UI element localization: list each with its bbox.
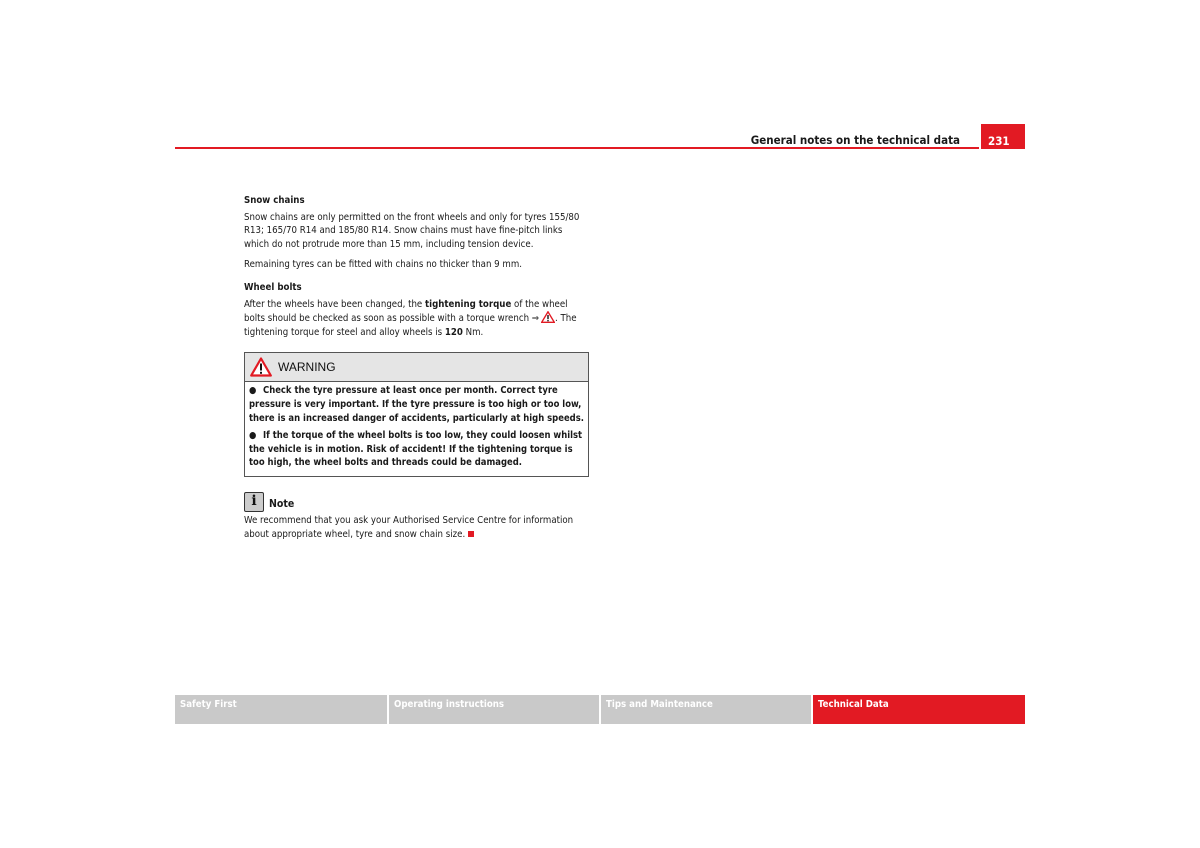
wheel-bolts-heading: Wheel bolts [244,281,302,293]
warning-body [245,382,588,476]
snow-chains-heading: Snow chains [244,195,305,206]
info-icon: i [244,492,264,512]
page-header-title: General notes on the technical data [750,133,960,147]
cross-reference-arrow: ⇒ [531,313,540,325]
note-header [244,492,589,512]
tab-tips-and-maintenance[interactable]: Tips and Maintenance [601,695,811,724]
note-text: We recommend that you ask your Authorised Service Centre for information about appropriate wheel, tyre and snow chain size. [244,514,574,540]
tab-operating-instructions[interactable]: Operating instructions [389,695,599,724]
warning-reference-icon[interactable] [541,311,555,323]
header-divider [175,147,979,149]
tab-technical-data[interactable]: Technical Data [813,695,1025,724]
tightening-torque-term: tightening torque [424,298,512,310]
note-title: Note [269,498,295,511]
page-number: 231 [981,124,1025,149]
warning-triangle-icon [250,357,272,377]
footer-navigation [175,695,1025,724]
remaining-tyres-paragraph: Remaining tyres can be fitted with chains no thicker than 9 mm. [244,259,522,271]
warning-header [245,353,588,382]
warning-item: ● Check the tyre pressure at least once per month. Correct tyre pressure is very important. If the tyre pressure is too high or too low, there is an increased danger of accidents, particularly at high speeds. [249,385,584,424]
section-end-marker [468,531,474,537]
main-content [244,194,589,548]
snow-chains-paragraph: Snow chains are only permitted on the front wheels and only for tyres 155/80 R13; 165/70 R14 and 185/80 R14. Snow chains must have fine-pitch links which do not protrude more than 15 mm, including tension device. [244,211,580,250]
warning-title: WARNING [278,359,336,374]
warning-item: ● If the torque of the wheel bolts is too low, they could loosen whilst the vehicle is in motion. Risk of accident! If the tightening torque is too high, the wheel bolts and threads could be damaged. [249,430,583,469]
tab-safety-first[interactable]: Safety First [175,695,387,724]
torque-value: 120 [444,326,463,338]
warning-box [244,352,589,477]
wheel-bolts-paragraph: After the wheels have been changed, the tightening torque of the wheel bolts should be checked as soon as possible with a torque wrench ⇒ . The tightening torque for steel and alloy wheels is 120 Nm. [244,298,577,338]
